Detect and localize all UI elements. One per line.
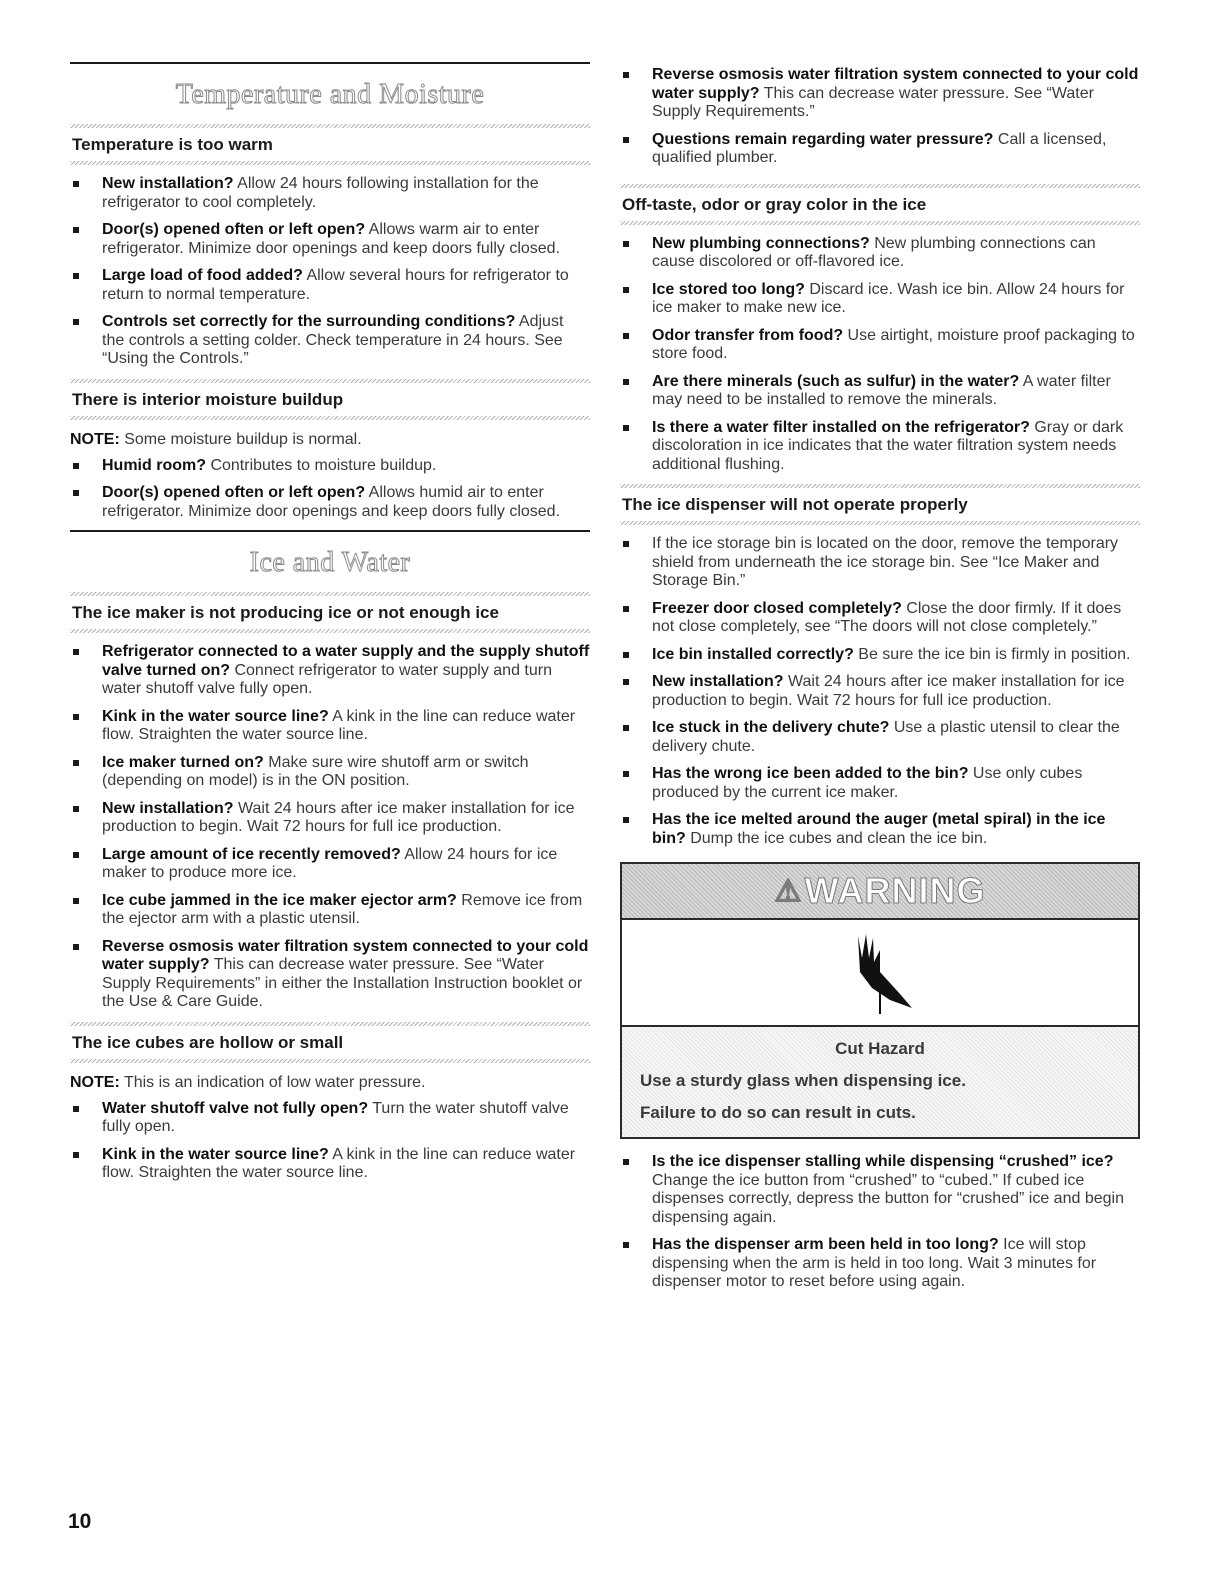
hatch-divider [70, 161, 590, 165]
item-text: Ice will stop dispensing when the arm is held in too long. Wait 3 minutes for dispenser motor to reset before using again. [652, 1236, 1097, 1290]
item-question: Is the ice dispenser stalling while dispensing “crushed” ice? [652, 1153, 1114, 1170]
list-item [620, 765, 1140, 802]
item-list [620, 535, 1140, 848]
warning-triangle-icon: ⚠ [774, 874, 803, 908]
sub-section-not-producing-ice [70, 592, 590, 1012]
list-item [70, 892, 590, 929]
list-item [70, 800, 590, 837]
list-item [70, 267, 590, 304]
left-column [70, 62, 590, 1192]
section-title-temperature: Temperature and Moisture [175, 79, 485, 110]
sub-heading: The ice cubes are hollow or small [72, 1032, 344, 1052]
bullet-icon [73, 806, 79, 812]
list-item [70, 221, 590, 258]
list-item [620, 66, 1140, 122]
section-rule [70, 62, 590, 64]
note-text: This is an indication of low water pressure. [119, 1073, 426, 1091]
bullet-icon [73, 463, 79, 469]
item-text: Close the door firmly. If it does not close completely, see “The doors will not close completely.” [652, 599, 1122, 635]
hatch-divider [70, 416, 590, 420]
sub-section-moisture-buildup [70, 379, 590, 522]
bullet-icon [623, 137, 629, 143]
item-list [70, 643, 590, 1012]
bullet-icon [73, 898, 79, 904]
list-item [620, 1153, 1140, 1227]
item-list [70, 175, 590, 369]
list-item [620, 235, 1140, 272]
item-question: Water shutoff valve not fully open? [102, 1099, 369, 1117]
item-question: Humid room? [102, 456, 206, 474]
item-question: New installation? [652, 673, 784, 690]
bullet-icon [73, 649, 79, 655]
item-question: Reverse osmosis water filtration system connected to your cold water supply? [652, 66, 1139, 102]
item-question: Refrigerator connected to a water supply and the supply shutoff valve turned on? [102, 643, 590, 679]
item-question: Door(s) opened often or left open? [102, 221, 366, 238]
item-question: Ice bin installed correctly? [652, 645, 854, 663]
list-item [620, 281, 1140, 318]
bullet-icon [623, 287, 629, 293]
item-question: Has the dispenser arm been held in too long? [652, 1236, 999, 1253]
item-text: Call a licensed, qualified plumber. [652, 130, 1107, 166]
note-label: NOTE: [70, 1073, 120, 1091]
sub-section-temperature-warm [70, 124, 590, 369]
bullet-icon [623, 679, 629, 685]
sub-heading: The ice dispenser will not operate properly [622, 495, 968, 514]
list-item [620, 419, 1140, 475]
list-item [70, 484, 590, 521]
bullet-icon [73, 1106, 79, 1112]
warning-box [620, 862, 1140, 1139]
bullet-icon [623, 541, 629, 547]
hatch-divider [70, 629, 590, 633]
bullet-icon [623, 817, 629, 823]
note-label: NOTE: [70, 430, 120, 448]
list-item [620, 719, 1140, 756]
item-question: New installation? [102, 175, 234, 192]
item-text: A water filter may need to be installed to remove the minerals. [652, 372, 1111, 408]
warning-line: Failure to do so can result in cuts. [640, 1103, 916, 1122]
item-question: Has the wrong ice been added to the bin? [652, 765, 969, 782]
item-question: Is there a water filter installed on the refrigerator? [652, 418, 1030, 436]
warning-label: WARNING [804, 870, 986, 911]
hatch-divider [70, 1059, 590, 1063]
item-question: Controls set correctly for the surrounding conditions? [102, 313, 516, 330]
item-text: Wait 24 hours after ice maker installation for ice production to begin. Wait 72 hours for full ice production. [102, 799, 575, 835]
item-question: Large load of food added? [102, 267, 303, 284]
bullet-icon [73, 490, 79, 496]
item-text: A kink in the line can reduce water flow. Straighten the water source line. [102, 1145, 576, 1181]
list-item [70, 1146, 590, 1183]
item-text: Remove ice from the ejector arm with a plastic utensil. [102, 891, 583, 927]
item-text: Allows warm air to enter refrigerator. Minimize door openings and keep doors fully closed. [102, 221, 561, 257]
sub-heading: Off-taste, odor or gray color in the ice [622, 194, 927, 214]
item-question: New plumbing connections? [652, 234, 870, 252]
hatch-divider [620, 221, 1140, 225]
bullet-icon [623, 1159, 629, 1165]
sub-heading: Temperature is too warm [72, 135, 273, 154]
item-question: Ice stored too long? [652, 280, 805, 298]
item-text: New plumbing connections can cause discolored or off-flavored ice. [652, 234, 1096, 270]
bullet-icon [73, 1152, 79, 1158]
list-item [620, 327, 1140, 364]
list-item [70, 938, 590, 1012]
sub-section-hollow-cubes [70, 1022, 590, 1183]
item-text: If the ice storage bin is located on the door, remove the temporary shield from underneath the ice storage bin. See “Ice Maker and Storage Bin.” [652, 535, 1119, 589]
item-text: Adjust the controls a setting colder. Check temperature in 24 hours. See “Using the Controls.” [102, 313, 564, 367]
item-text: Allow several hours for refrigerator to return to normal temperature. [102, 267, 569, 303]
bullet-icon [623, 333, 629, 339]
item-question: Kink in the water source line? [102, 707, 329, 725]
bullet-icon [623, 652, 629, 658]
item-text: Turn the water shutoff valve fully open. [102, 1099, 569, 1135]
item-text: This can decrease water pressure. See “Water Supply Requirements.” [652, 84, 1094, 120]
page-number: 10 [68, 1510, 92, 1533]
warning-line: Use a sturdy glass when dispensing ice. [640, 1071, 966, 1090]
bullet-icon [73, 227, 79, 233]
item-text: Discard ice. Wash ice bin. Allow 24 hours for ice maker to make new ice. [652, 280, 1125, 316]
item-question: Ice maker turned on? [102, 753, 264, 771]
list-item [620, 646, 1140, 665]
hazard-title: Cut Hazard [835, 1039, 925, 1058]
bullet-icon [73, 944, 79, 950]
item-question: Large amount of ice recently removed? [102, 845, 401, 863]
item-question: Ice cube jammed in the ice maker ejector arm? [102, 891, 457, 909]
item-text: Contributes to moisture buildup. [206, 456, 437, 474]
bullet-icon [623, 425, 629, 431]
list-item [620, 673, 1140, 710]
hatch-divider [620, 521, 1140, 525]
sub-section-off-taste [620, 184, 1140, 475]
item-text: Use airtight, moisture proof packaging to store food. [652, 326, 1135, 362]
sub-section-dispenser-not-operating [620, 484, 1140, 848]
bullet-icon [623, 606, 629, 612]
item-list [70, 1100, 590, 1183]
bullet-icon [73, 273, 79, 279]
list-item [620, 1236, 1140, 1292]
list-item [70, 708, 590, 745]
item-question: New installation? [102, 799, 234, 817]
item-list [70, 457, 590, 522]
item-question: Kink in the water source line? [102, 1145, 329, 1163]
item-question: Odor transfer from food? [652, 326, 844, 344]
note [70, 1073, 590, 1092]
item-text: Be sure the ice bin is firmly in position. [853, 645, 1131, 663]
bullet-icon [73, 714, 79, 720]
warning-header [622, 864, 1138, 920]
item-text: A kink in the line can reduce water flow. Straighten the water source line. [102, 707, 576, 743]
item-text: This can decrease water pressure. See “Water Supply Requirements” in either the Installation Instruction booklet or the Use & Care Guide. [102, 956, 583, 1010]
bullet-icon [73, 852, 79, 858]
sub-heading: There is interior moisture buildup [72, 389, 344, 409]
warning-body [622, 1027, 1138, 1137]
bullet-icon [623, 241, 629, 247]
bullet-icon [623, 725, 629, 731]
sub-heading: The ice maker is not producing ice or not enough ice [72, 603, 499, 622]
list-item [70, 457, 590, 476]
item-question: Freezer door closed completely? [652, 599, 902, 617]
bullet-icon [73, 181, 79, 187]
bullet-icon [623, 72, 629, 78]
item-text: Change the ice button from “crushed” to “cubed.” If cubed ice dispenses correctly, depress the button for “crushed” ice and begin dispensing again. [652, 1171, 1124, 1226]
item-list [620, 235, 1140, 475]
item-question: Ice stuck in the delivery chute? [652, 719, 890, 736]
item-text: Allows humid air to enter refrigerator. Minimize door openings and keep doors fully closed. [102, 484, 561, 520]
bullet-icon [623, 771, 629, 777]
bullet-icon [623, 1242, 629, 1248]
item-text: Dump the ice cubes and clean the ice bin. [685, 829, 988, 847]
bullet-icon [623, 379, 629, 385]
item-question: Questions remain regarding water pressure? [652, 130, 994, 148]
note-text: Some moisture buildup is normal. [119, 430, 362, 448]
right-column [620, 62, 1140, 1301]
list-item [620, 600, 1140, 637]
item-question: Are there minerals (such as sulfur) in the water? [652, 372, 1020, 390]
section-rule [70, 530, 590, 532]
list-item [70, 754, 590, 791]
list-item [620, 373, 1140, 410]
cut-hazard-hand-icon [840, 928, 920, 1018]
list-item [70, 846, 590, 883]
item-text: Gray or dark discoloration in ice indicates that the water filtration system needs additional flushing. [652, 418, 1124, 473]
list-item [70, 175, 590, 212]
list-item [70, 313, 590, 369]
item-text: Connect refrigerator to water supply and turn water shutoff valve fully open. [102, 661, 552, 697]
section-title-ice-water: Ice and Water [249, 547, 411, 578]
warning-icon-area [622, 920, 1138, 1027]
item-text: Use only cubes produced by the current ice maker. [652, 765, 1083, 801]
item-list [620, 66, 1140, 168]
item-text: Make sure wire shutoff arm or switch (depending on model) is in the ON position. [102, 753, 529, 789]
note [70, 430, 590, 449]
bullet-icon [73, 319, 79, 325]
list-item [70, 643, 590, 699]
list-item [620, 811, 1140, 848]
item-text: Allow 24 hours following installation for the refrigerator to cool completely. [102, 175, 539, 211]
item-text: Use a plastic utensil to clear the delivery chute. [652, 719, 1120, 755]
item-question: Has the ice melted around the auger (metal spiral) in the ice bin? [652, 811, 1106, 847]
list-item [70, 1100, 590, 1137]
item-text: Allow 24 hours for ice maker to produce more ice. [102, 845, 558, 881]
item-list [620, 1153, 1140, 1292]
list-item [620, 535, 1140, 591]
item-question: Reverse osmosis water filtration system connected to your cold water supply? [102, 937, 589, 973]
item-text: Wait 24 hours after ice maker installation for ice production to begin. Wait 72 hours for full ice production. [652, 673, 1125, 709]
list-item [620, 131, 1140, 168]
item-question: Door(s) opened often or left open? [102, 484, 366, 501]
bullet-icon [73, 760, 79, 766]
